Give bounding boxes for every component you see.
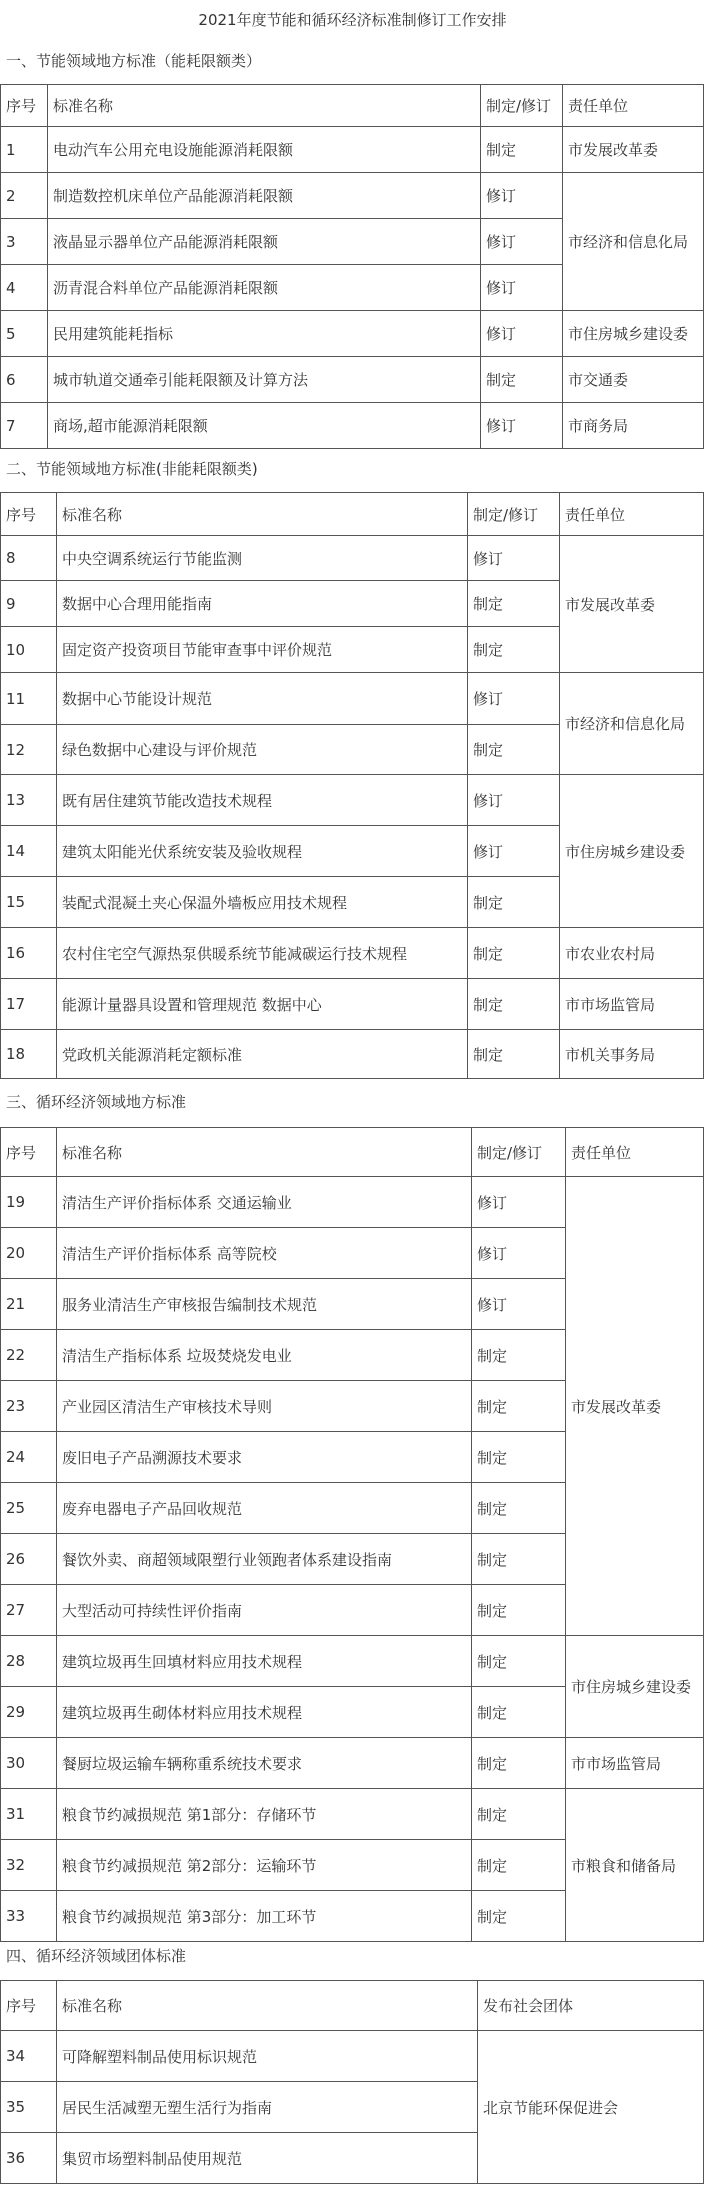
header-unit: 责任单位 [563, 85, 704, 127]
row-name: 绿色数据中心建设与评价规范 [57, 725, 468, 775]
header-name: 标准名称 [57, 1981, 478, 2031]
row-name: 粮食节约减损规范 第3部分：加工环节 [57, 1891, 472, 1942]
header-unit: 责任单位 [566, 1128, 704, 1177]
row-name: 建筑太阳能光伏系统安装及验收规程 [57, 826, 468, 877]
row-name: 服务业清洁生产审核报告编制技术规范 [57, 1279, 472, 1330]
row-type: 修订 [481, 173, 563, 219]
row-name: 农村住宅空气源热泵供暖系统节能减碳运行技术规程 [57, 928, 468, 979]
row-type: 制定 [472, 1636, 566, 1687]
table-row [1, 928, 704, 979]
row-name: 民用建筑能耗指标 [48, 311, 481, 357]
row-unit: 市市场监管局 [560, 979, 704, 1030]
row-name: 能源计量器具设置和管理规范 数据中心 [57, 979, 468, 1030]
row-unit: 市交通委 [563, 357, 704, 403]
page-title: 2021年度节能和循环经济标准制修订工作安排 [198, 11, 507, 29]
header-type: 制定/修订 [481, 85, 563, 127]
row-type: 制定 [472, 1432, 566, 1483]
table-row [1, 1789, 704, 1840]
row-type: 制定 [472, 1534, 566, 1585]
row-unit: 市商务局 [563, 403, 704, 449]
table-row [1, 127, 704, 173]
row-no: 12 [1, 725, 57, 775]
header-type: 制定/修订 [468, 493, 560, 536]
section-title: 一、节能领域地方标准（能耗限额类） [6, 52, 262, 70]
section-title: 二、节能领域地方标准(非能耗限额类) [6, 460, 258, 478]
row-name: 粮食节约减损规范 第1部分：存储环节 [57, 1789, 472, 1840]
row-type: 制定 [481, 127, 563, 173]
row-name: 餐饮外卖、商超领域限塑行业领跑者体系建设指南 [57, 1534, 472, 1585]
row-unit: 市住房城乡建设委 [566, 1636, 704, 1738]
section-title: 四、循环经济领域团体标准 [6, 1947, 187, 1965]
table-row [1, 2031, 704, 2082]
table-circular-group [0, 1980, 704, 2184]
row-name: 粮食节约减损规范 第2部分：运输环节 [57, 1840, 472, 1891]
row-no: 23 [1, 1381, 57, 1432]
row-name: 建筑垃圾再生砌体材料应用技术规程 [57, 1687, 472, 1738]
row-no: 9 [1, 581, 57, 627]
row-unit: 市机关事务局 [560, 1030, 704, 1079]
header-seq: 序号 [1, 85, 48, 127]
header-type: 制定/修订 [472, 1128, 566, 1177]
row-type: 制定 [468, 979, 560, 1030]
row-name: 电动汽车公用充电设施能源消耗限额 [48, 127, 481, 173]
row-no: 5 [1, 311, 48, 357]
row-unit: 市经济和信息化局 [563, 173, 704, 311]
header-seq: 序号 [1, 493, 57, 536]
row-name: 大型活动可持续性评价指南 [57, 1585, 472, 1636]
table-row [1, 673, 704, 725]
row-name: 数据中心节能设计规范 [57, 673, 468, 725]
row-type: 制定 [472, 1891, 566, 1942]
row-no: 22 [1, 1330, 57, 1381]
row-name: 废旧电子产品溯源技术要求 [57, 1432, 472, 1483]
row-unit: 北京节能环保促进会 [478, 2031, 704, 2184]
table-row [1, 357, 704, 403]
row-no: 21 [1, 1279, 57, 1330]
table-row [1, 536, 704, 581]
row-no: 2 [1, 173, 48, 219]
row-type: 修订 [468, 536, 560, 581]
row-no: 14 [1, 826, 57, 877]
table-row [1, 1177, 704, 1228]
row-name: 中央空调系统运行节能监测 [57, 536, 468, 581]
table-row [1, 403, 704, 449]
row-type: 制定 [472, 1483, 566, 1534]
row-type: 制定 [472, 1330, 566, 1381]
row-type: 修订 [468, 673, 560, 725]
table-row [1, 775, 704, 826]
row-unit: 市住房城乡建设委 [563, 311, 704, 357]
table-row [1, 1030, 704, 1079]
table-header-row [1, 1981, 704, 2031]
row-name: 商场,超市能源消耗限额 [48, 403, 481, 449]
row-unit: 市经济和信息化局 [560, 673, 704, 775]
row-name: 餐厨垃圾运输车辆称重系统技术要求 [57, 1738, 472, 1789]
row-name: 制造数控机床单位产品能源消耗限额 [48, 173, 481, 219]
row-no: 27 [1, 1585, 57, 1636]
table-energy-nonquota [0, 492, 704, 1079]
row-type: 制定 [472, 1381, 566, 1432]
row-no: 15 [1, 877, 57, 928]
table-row [1, 1636, 704, 1687]
header-name: 标准名称 [57, 1128, 472, 1177]
header-unit: 发布社会团体 [478, 1981, 704, 2031]
row-name: 液晶显示器单位产品能源消耗限额 [48, 219, 481, 265]
table-header-row [1, 1128, 704, 1177]
row-no: 24 [1, 1432, 57, 1483]
row-no: 17 [1, 979, 57, 1030]
row-no: 1 [1, 127, 48, 173]
row-name: 产业园区清洁生产审核技术导则 [57, 1381, 472, 1432]
row-no: 11 [1, 673, 57, 725]
row-type: 制定 [468, 627, 560, 673]
row-no: 31 [1, 1789, 57, 1840]
row-type: 修订 [481, 219, 563, 265]
row-no: 33 [1, 1891, 57, 1942]
row-name: 废弃电器电子产品回收规范 [57, 1483, 472, 1534]
row-no: 6 [1, 357, 48, 403]
row-type: 制定 [481, 357, 563, 403]
row-type: 修订 [468, 826, 560, 877]
section-title: 三、循环经济领域地方标准 [6, 1093, 187, 1111]
header-name: 标准名称 [57, 493, 468, 536]
row-name: 清洁生产评价指标体系 交通运输业 [57, 1177, 472, 1228]
header-unit: 责任单位 [560, 493, 704, 536]
table-row [1, 979, 704, 1030]
row-no: 34 [1, 2031, 57, 2082]
row-unit: 市住房城乡建设委 [560, 775, 704, 928]
header-seq: 序号 [1, 1128, 57, 1177]
row-no: 28 [1, 1636, 57, 1687]
row-type: 制定 [468, 725, 560, 775]
row-no: 16 [1, 928, 57, 979]
table-circular-local [0, 1127, 704, 1942]
row-name: 建筑垃圾再生回填材料应用技术规程 [57, 1636, 472, 1687]
row-name: 清洁生产指标体系 垃圾焚烧发电业 [57, 1330, 472, 1381]
row-name: 可降解塑料制品使用标识规范 [57, 2031, 478, 2082]
row-type: 修订 [481, 311, 563, 357]
row-no: 4 [1, 265, 48, 311]
row-no: 36 [1, 2133, 57, 2184]
row-name: 固定资产投资项目节能审查事中评价规范 [57, 627, 468, 673]
row-name: 居民生活减塑无塑生活行为指南 [57, 2082, 478, 2133]
row-name: 沥青混合料单位产品能源消耗限额 [48, 265, 481, 311]
row-type: 修订 [472, 1228, 566, 1279]
row-no: 25 [1, 1483, 57, 1534]
row-type: 制定 [468, 1030, 560, 1079]
header-seq: 序号 [1, 1981, 57, 2031]
row-no: 35 [1, 2082, 57, 2133]
row-type: 制定 [472, 1687, 566, 1738]
row-no: 29 [1, 1687, 57, 1738]
header-name: 标准名称 [48, 85, 481, 127]
row-no: 3 [1, 219, 48, 265]
row-no: 10 [1, 627, 57, 673]
row-unit: 市市场监管局 [566, 1738, 704, 1789]
row-type: 修订 [481, 403, 563, 449]
row-name: 装配式混凝土夹心保温外墙板应用技术规程 [57, 877, 468, 928]
row-no: 18 [1, 1030, 57, 1079]
row-name: 集贸市场塑料制品使用规范 [57, 2133, 478, 2184]
table-header-row [1, 85, 704, 127]
row-type: 修订 [472, 1279, 566, 1330]
row-no: 8 [1, 536, 57, 581]
row-unit: 市农业农村局 [560, 928, 704, 979]
row-unit: 市发展改革委 [566, 1177, 704, 1636]
table-row [1, 173, 704, 219]
row-no: 19 [1, 1177, 57, 1228]
row-type: 修订 [481, 265, 563, 311]
row-type: 制定 [472, 1789, 566, 1840]
row-type: 制定 [468, 877, 560, 928]
row-name: 清洁生产评价指标体系 高等院校 [57, 1228, 472, 1279]
row-no: 7 [1, 403, 48, 449]
row-name: 党政机关能源消耗定额标准 [57, 1030, 468, 1079]
row-type: 制定 [472, 1738, 566, 1789]
row-type: 制定 [472, 1840, 566, 1891]
table-energy-quota [0, 84, 704, 449]
row-no: 20 [1, 1228, 57, 1279]
row-type: 制定 [468, 581, 560, 627]
row-no: 30 [1, 1738, 57, 1789]
row-name: 数据中心合理用能指南 [57, 581, 468, 627]
row-name: 城市轨道交通牵引能耗限额及计算方法 [48, 357, 481, 403]
row-type: 制定 [472, 1585, 566, 1636]
table-row [1, 1738, 704, 1789]
row-no: 32 [1, 1840, 57, 1891]
row-unit: 市粮食和储备局 [566, 1789, 704, 1942]
row-no: 13 [1, 775, 57, 826]
row-name: 既有居住建筑节能改造技术规程 [57, 775, 468, 826]
row-type: 修订 [472, 1177, 566, 1228]
table-header-row [1, 493, 704, 536]
row-no: 26 [1, 1534, 57, 1585]
row-unit: 市发展改革委 [563, 127, 704, 173]
row-type: 制定 [468, 928, 560, 979]
row-type: 修订 [468, 775, 560, 826]
table-row [1, 311, 704, 357]
row-unit: 市发展改革委 [560, 536, 704, 673]
